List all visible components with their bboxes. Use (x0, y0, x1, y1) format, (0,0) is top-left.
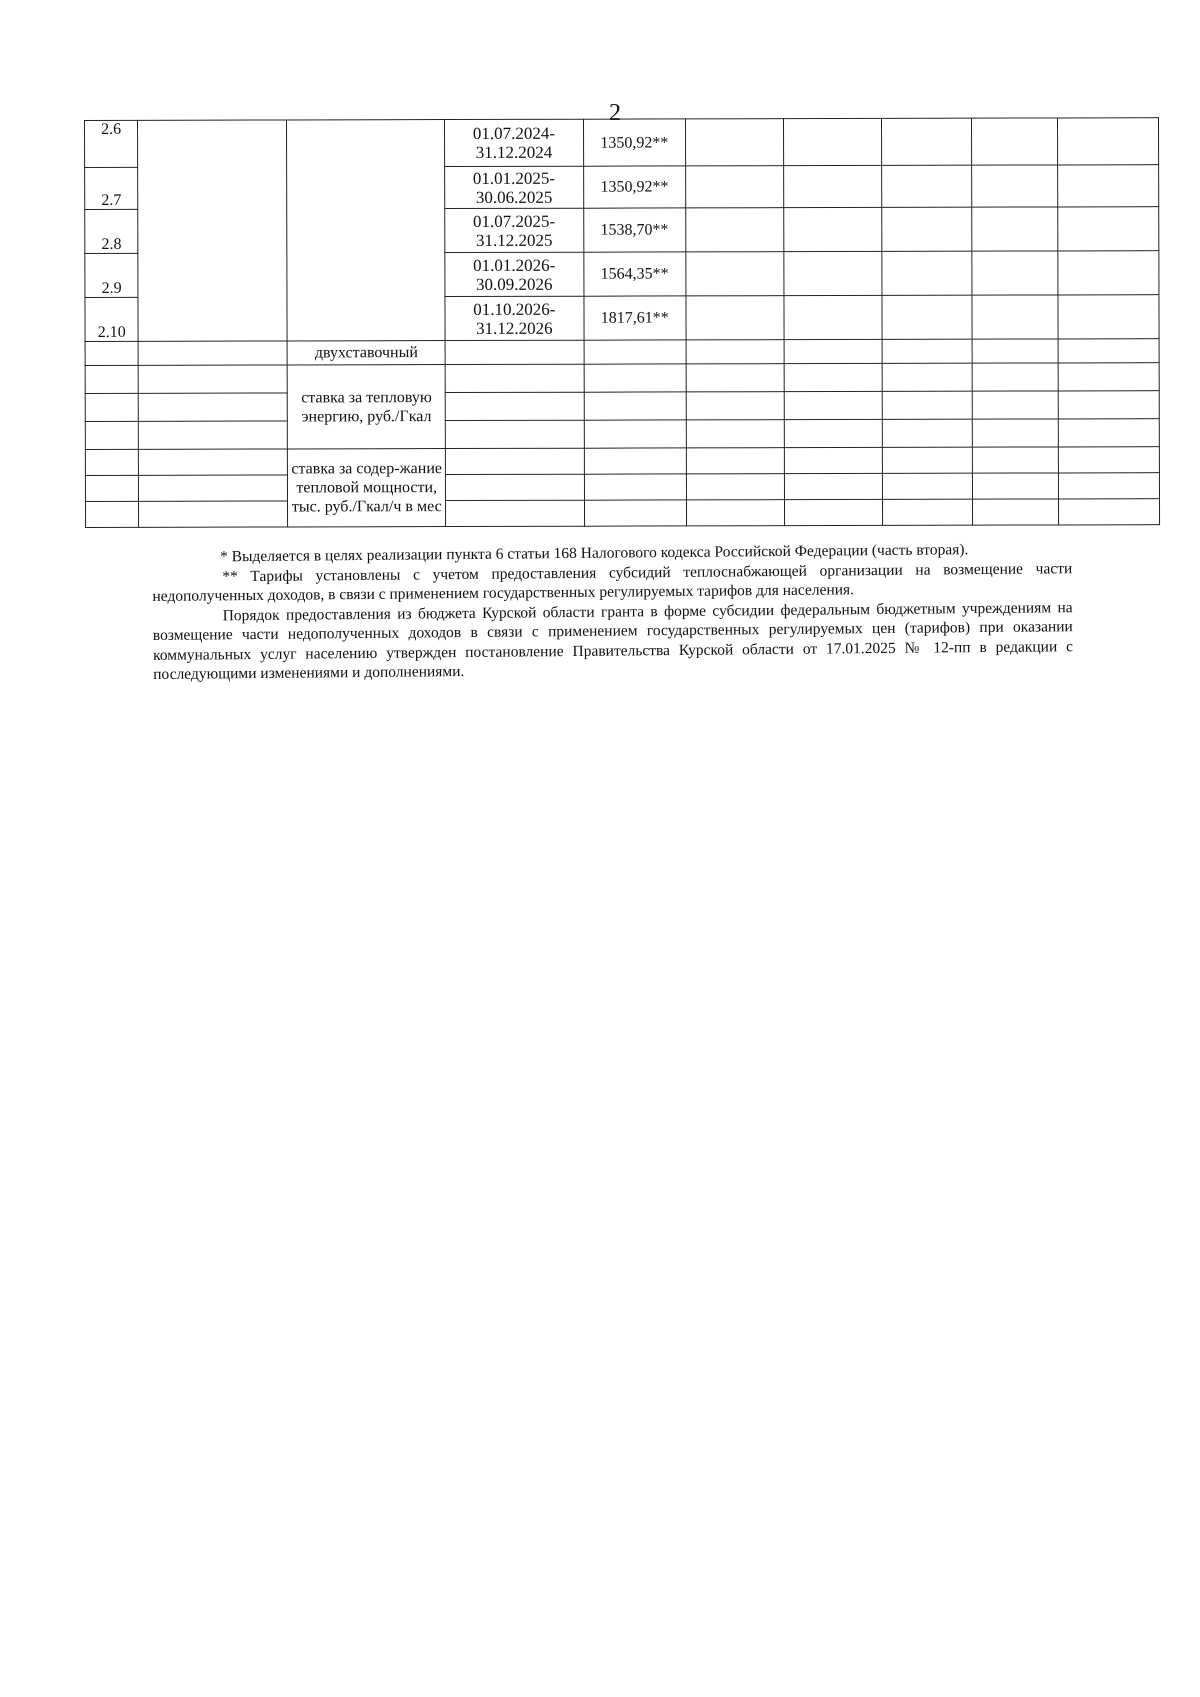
table-row (85, 473, 1159, 502)
table-row (85, 391, 1159, 422)
footnotes (152, 539, 1073, 684)
tariff-value: 1350,92** (583, 119, 685, 166)
energy-rate-label: ставка за тепловую энергию, руб./Гкал (288, 365, 446, 449)
table-row (85, 363, 1159, 394)
row-number: 2.9 (85, 253, 138, 297)
footnote-subsidy: ** Тарифы установлены с учетом предоставления субсидий теплоснабжающей организации на возмещение части недополученных доходов, в связи с применением государственных регулируемых тарифов для населения. (152, 559, 1073, 605)
table-row (85, 499, 1159, 528)
period-start: 01.01.2026- (473, 255, 556, 275)
period-end: 30.09.2026 (476, 274, 553, 294)
two-part-label: двухставочный (288, 341, 446, 365)
period-start: 01.01.2025- (472, 168, 556, 188)
empty-cell (287, 120, 445, 341)
tariff-value: 1350,92** (583, 166, 685, 208)
period-start: 01.07.2024- (472, 123, 555, 143)
table-row (85, 339, 1159, 366)
tariff-value: 1564,35** (583, 252, 685, 296)
period-cell (445, 208, 584, 252)
footnote-grant-procedure: Порядок предоставления из бюджета Курской области гранта в форме субсидии федеральным бюджетным учреждениям на возмещение части недополученных доходов в связи с применением государственных регулируемых цен (тарифов) при оказании коммунальных услуг населению утвержден постановление Правительства Курской области от 17.01.2025 № 12-пп в редакции с последующими изменениями и дополнениями. (152, 598, 1074, 683)
capacity-rate-label: ставка за содер-жание тепловой мощности, тыс. руб./Гкал/ч в мес (288, 449, 446, 527)
period-end: 30.06.2025 (475, 187, 553, 207)
row-number: 2.10 (85, 297, 138, 341)
tariff-table (84, 117, 1160, 528)
row-number: 2.6 (85, 120, 138, 167)
tariff-value: 1817,61** (584, 296, 686, 340)
footnote-vat: * Выделяется в целях реализации пункта 6 статьи 168 Налогового кодекса Российской Федерации (часть вторая). (220, 541, 969, 566)
period-cell (445, 119, 584, 166)
row-number: 2.7 (85, 167, 138, 209)
empty-cell (138, 120, 288, 341)
page-number: 2 (609, 100, 621, 126)
period-start: 01.10.2026- (473, 299, 556, 319)
period-cell (445, 166, 584, 208)
period-end: 31.12.2025 (475, 230, 553, 250)
period-start: 01.07.2025- (473, 211, 556, 231)
period-end: 31.12.2026 (476, 318, 553, 338)
row-number: 2.8 (85, 209, 138, 253)
period-cell (445, 296, 584, 340)
period-cell (445, 252, 584, 296)
period-end: 31.12.2024 (475, 142, 553, 162)
table-row (85, 447, 1159, 476)
table-row (85, 118, 1159, 168)
tariff-value: 1538,70** (583, 208, 685, 252)
table-row (85, 419, 1159, 450)
